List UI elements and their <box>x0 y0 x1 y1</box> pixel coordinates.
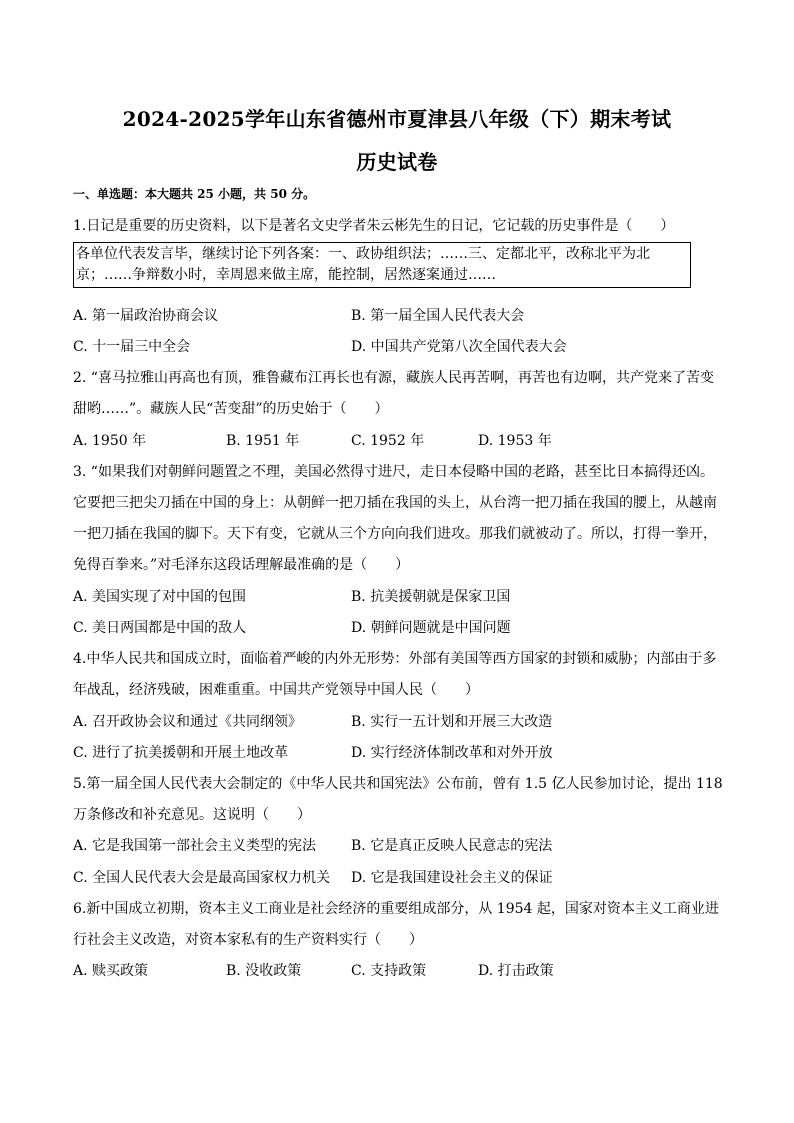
question-2-option-c: C. 1952 年 <box>351 433 425 449</box>
question-4-stem-line: 年战乱，经济残破，困难重重。中国共产党领导中国人民（ ） <box>73 682 479 698</box>
question-3-stem-line: 免得百拳来。”对毛泽东这段话理解最准确的是（ ） <box>73 557 410 573</box>
question-5-option-b: B. 它是真正反映人民意志的宪法 <box>351 838 553 854</box>
quote-line: 各单位代表发言毕，继续讨论下列各案：一、政协组织法；……三、定都北平，改称北平为北 <box>76 246 650 262</box>
exam-title: 2024-2025学年山东省德州市夏津县八年级（下）期末考试 <box>122 107 672 131</box>
question-6-option-c: C. 支持政策 <box>351 963 427 979</box>
question-5-stem-line: 万条修改和补充意见。这说明（ ） <box>73 807 311 823</box>
question-6-stem-line: 行社会主义改造，对资本家私有的生产资料实行（ ） <box>73 932 423 948</box>
question-2-option-b: B. 1951 年 <box>226 433 300 449</box>
question-2-stem-line: 甜哟……”。藏族人民“苦变甜”的历史始于（ ） <box>73 401 389 417</box>
question-6-option-a: A. 赎买政策 <box>73 963 149 979</box>
question-5-option-a: A. 它是我国第一部社会主义类型的宪法 <box>73 838 317 854</box>
question-3-option-b: B. 抗美援朝就是保家卫国 <box>351 589 511 605</box>
question-2-option-d: D. 1953 年 <box>478 433 552 449</box>
question-1-option-a: A. 第一届政治协商会议 <box>73 308 219 324</box>
question-3-option-a: A. 美国实现了对中国的包围 <box>73 589 247 605</box>
question-3-stem-line: 它要把三把尖刀插在中国的身上：从朝鲜一把刀插在我国的头上，从台湾一把刀插在我国的腰上，从越南 <box>73 495 717 511</box>
question-6-option-b: B. 没收政策 <box>226 963 302 979</box>
question-5-option-c: C. 全国人民代表大会是最高国家权力机关 <box>73 870 331 886</box>
section-heading: 一、单选题：本大题共 25 小题，共 50 分。 <box>73 187 316 201</box>
question-6-option-d: D. 打击政策 <box>478 963 554 979</box>
question-2-stem-line: 2. “喜马拉雅山再高也有顶，雅鲁藏布江再长也有源，藏族人民再苦啊，再苦也有边啊，共产党来了苦变 <box>73 370 714 386</box>
question-6-stem-line: 6.新中国成立初期，资本主义工商业是社会经济的重要组成部分，从 1954 起，国家对资本主义工商业进 <box>73 901 719 917</box>
question-1-stem: 1.日记是重要的历史资料，以下是著名文史学者朱云彬先生的日记，它记载的历史事件是（ ） <box>73 218 675 234</box>
question-1-option-d: D. 中国共产党第八次全国代表大会 <box>351 339 567 355</box>
question-4-option-a: A. 召开政协会议和通过《共同纲领》 <box>73 714 303 730</box>
question-3-stem-line: 3. “如果我们对朝鲜问题置之不理，美国必然得寸进尺，走日本侵略中国的老路，甚至比日本搞得还凶。 <box>73 464 714 480</box>
exam-subtitle: 历史试卷 <box>356 150 438 174</box>
question-2-option-a: A. 1950 年 <box>73 433 147 449</box>
question-3-option-c: C. 美日两国都是中国的敌人 <box>73 620 247 636</box>
question-5-option-d: D. 它是我国建设社会主义的保证 <box>351 870 553 886</box>
question-4-option-c: C. 进行了抗美援朝和开展土地改革 <box>73 745 289 761</box>
question-1-option-c: C. 十一届三中全会 <box>73 339 191 355</box>
question-3-option-d: D. 朝鲜问题就是中国问题 <box>351 620 511 636</box>
question-1-quote-box <box>73 242 691 288</box>
question-4-option-d: D. 实行经济体制改革和对外开放 <box>351 745 553 761</box>
question-3-stem-line: 一把刀插在我国的脚下。天下有变，它就从三个方向向我们进攻。那我们就被动了。所以，打得一拳开， <box>73 526 717 542</box>
question-5-stem-line: 5.第一届全国人民代表大会制定的《中华人民共和国宪法》公布前，曾有 1.5 亿人民参加讨论，提出 118 <box>73 776 723 792</box>
question-1-option-b: B. 第一届全国人民代表大会 <box>351 308 525 324</box>
question-4-option-b: B. 实行一五计划和开展三大改造 <box>351 714 553 730</box>
quote-line: 京；……争辩数小时，幸周恩来做主席，能控制，居然逐案通过…… <box>76 267 496 283</box>
question-4-stem-line: 4.中华人民共和国成立时，面临着严峻的内外无形势：外部有美国等西方国家的封锁和威胁；内部由于多 <box>73 651 717 667</box>
